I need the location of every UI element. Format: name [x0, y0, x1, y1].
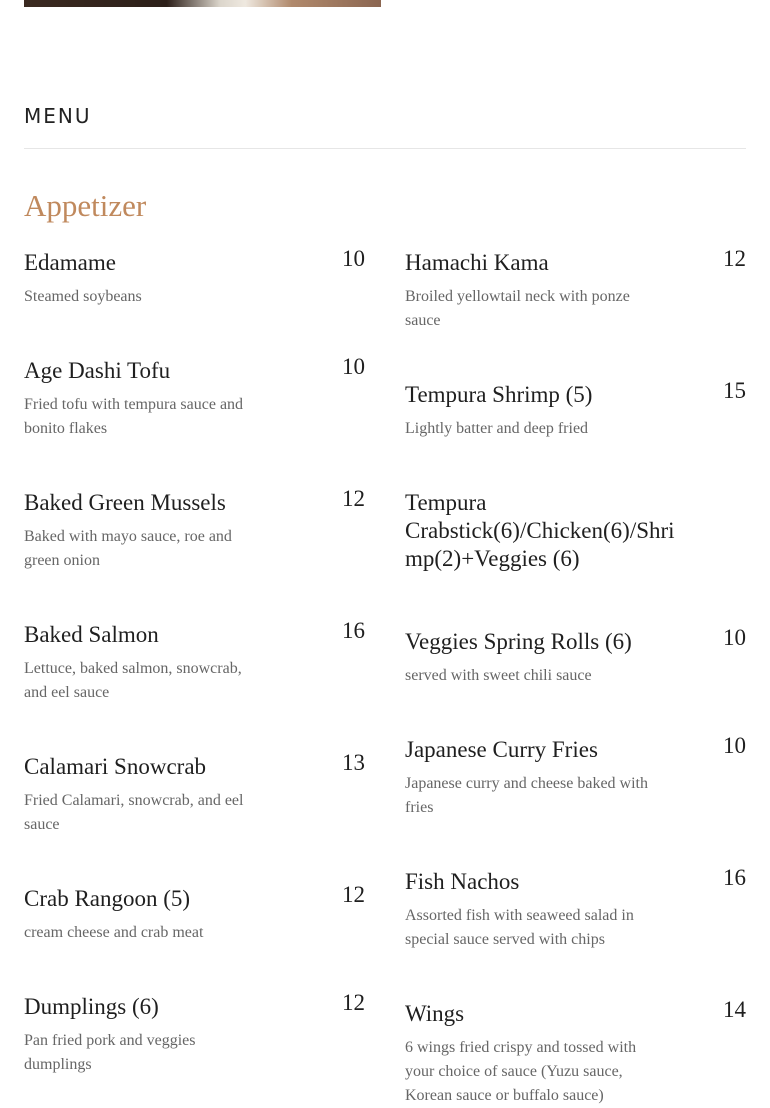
menu-item-name: Veggies Spring Rolls (6) — [405, 629, 632, 654]
menu-item — [405, 378, 746, 441]
menu-item-name: Dumplings (6) — [24, 994, 159, 1019]
menu-item-name: Hamachi Kama — [405, 250, 549, 275]
menu-item-description: Fried Calamari, snowcrab, and eel sauce — [24, 792, 244, 833]
menu-item-description: served with sweet chili sauce — [405, 667, 592, 684]
category-title: Appetizer — [24, 188, 147, 223]
menu-item-name: Wings — [405, 1001, 465, 1026]
menu-item-name: Tempura Crabstick(6)/Chicken(6)/Shrimp(2)+Veggies (6) — [405, 490, 675, 571]
menu-item — [24, 618, 365, 705]
menu-item — [405, 625, 746, 688]
menu-item-description: Japanese curry and cheese baked with fries — [405, 775, 648, 816]
menu-item — [405, 733, 746, 820]
menu-item — [24, 882, 365, 945]
menu-item-description: Baked with mayo sauce, roe and green onion — [24, 528, 232, 569]
menu-item-description: Lettuce, baked salmon, snowcrab, and eel sauce — [24, 660, 242, 701]
menu-item-price: 16 — [342, 618, 365, 643]
menu-item-name: Age Dashi Tofu — [24, 358, 171, 383]
menu-item-price: 10 — [342, 246, 365, 271]
menu-item-description: Assorted fish with seaweed salad in special sauce served with chips — [405, 907, 634, 948]
menu-item-description: Pan fried pork and veggies dumplings — [24, 1032, 196, 1073]
divider — [24, 148, 746, 149]
menu-heading: MENU — [24, 104, 92, 128]
menu-item-description: cream cheese and crab meat — [24, 924, 204, 941]
menu-item — [24, 354, 365, 441]
menu-item-price: 14 — [723, 997, 746, 1022]
menu-item-price: 12 — [342, 486, 365, 511]
menu-item-price: 10 — [723, 733, 746, 758]
menu-item-price: 10 — [723, 625, 746, 650]
menu-item-price: 16 — [723, 865, 746, 890]
menu-item — [24, 486, 365, 573]
menu-item — [24, 990, 365, 1077]
menu-item-name: Baked Green Mussels — [24, 490, 226, 515]
menu-item-name: Calamari Snowcrab — [24, 754, 207, 779]
menu-item — [24, 750, 365, 837]
menu-item-price: 12 — [723, 246, 746, 271]
hero-image — [24, 0, 381, 7]
menu-item — [405, 246, 746, 333]
menu-item — [405, 997, 746, 1108]
menu-item-name: Edamame — [24, 250, 116, 275]
menu-item-name: Baked Salmon — [24, 622, 159, 647]
menu-item-price: 10 — [342, 354, 365, 379]
menu-item-name: Fish Nachos — [405, 869, 520, 894]
menu-item-description: Broiled yellowtail neck with ponze sauce — [405, 288, 630, 329]
menu-item-description: Fried tofu with tempura sauce and bonito flakes — [24, 396, 244, 437]
menu-item-name: Tempura Shrimp (5) — [405, 382, 593, 407]
menu-item-description: 6 wings fried crispy and tossed with your choice of sauce (Yuzu sauce, Korean sauce or buffalo sauce) — [405, 1039, 637, 1104]
menu-item-price: 12 — [342, 990, 365, 1015]
menu-item-name: Japanese Curry Fries — [405, 737, 598, 762]
menu-item-description: Lightly batter and deep fried — [405, 420, 589, 437]
menu-item-price: 13 — [342, 750, 365, 775]
menu-item — [405, 865, 746, 952]
menu-item-price: 12 — [342, 882, 365, 907]
menu-item — [24, 246, 365, 309]
menu-item-description: Steamed soybeans — [24, 288, 142, 305]
menu-item — [405, 489, 746, 581]
menu-item-price: 15 — [723, 378, 746, 403]
menu-item-name: Crab Rangoon (5) — [24, 886, 191, 911]
